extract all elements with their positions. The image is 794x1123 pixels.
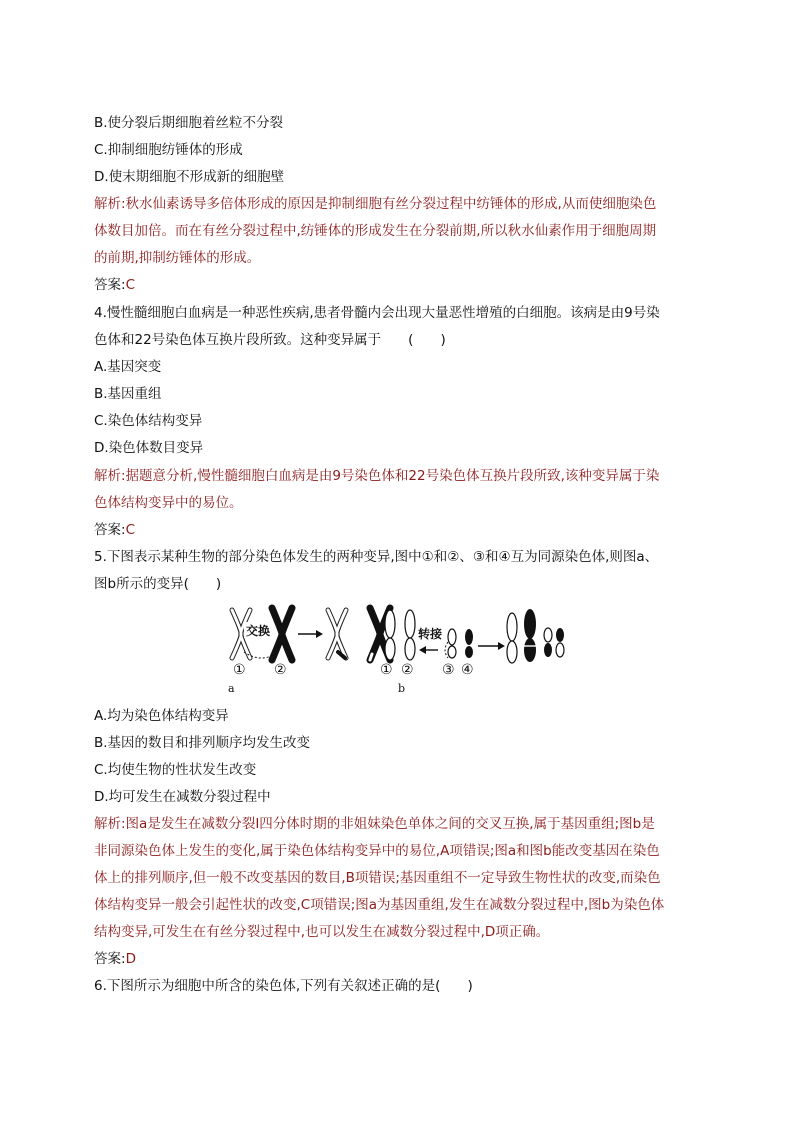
q4-option-a: A.基因突变 (94, 359, 162, 375)
answer-label: 答案: (94, 277, 126, 293)
num-1-a: ① (233, 662, 246, 678)
q3-option-b: B.使分裂后期细胞着丝粒不分裂 (94, 115, 284, 131)
q3-analysis-line: 的前期,抑制纺锤体的形成。 (94, 250, 261, 266)
q5-stem-line: 5.下图表示某种生物的部分染色体发生的两种变异,图中①和②、③和④互为同源染色体,则图a、 (94, 549, 659, 565)
q5-stem-line: 图b所示的变异( ) (94, 576, 222, 592)
answer-value: D (125, 951, 136, 967)
q3-option-c: C.抑制细胞纺锤体的形成 (94, 142, 243, 158)
q3-option-d: D.使末期细胞不形成新的细胞壁 (94, 169, 285, 185)
answer-label: 答案: (94, 951, 126, 967)
chromosome-b-after (507, 609, 564, 663)
q5-analysis-line: 结构变异,可发生在有丝分裂过程中,也可以发生在减数分裂过程中,D项正确。 (94, 924, 550, 940)
num-4: ④ (461, 662, 474, 678)
q5-answer (94, 950, 136, 968)
figure-caption-b: b (398, 682, 406, 695)
answer-value: C (125, 277, 135, 293)
num-3: ③ (442, 662, 455, 678)
chromosome-pair-b-before (385, 610, 415, 660)
q5-option-d: D.均可发生在减数分裂过程中 (94, 789, 271, 805)
answer-label: 答案: (94, 522, 126, 538)
chromosome-a-after (328, 608, 390, 660)
q5-analysis-line: 非同源染色体上发生的变化,属于染色体结构变异中的易位,A项错误;图a和图b能改变基因在染色 (94, 843, 660, 859)
chromosome-pair-b-small (445, 629, 473, 658)
label-swap: 交换 (246, 624, 271, 638)
chromosome-pair-a-before (232, 608, 292, 660)
arrow-right-icon (478, 642, 505, 650)
q3-answer (94, 276, 135, 294)
q4-option-c: C.染色体结构变异 (94, 413, 203, 429)
arrow-left-icon (419, 646, 438, 654)
chromosome-variation-figure (222, 602, 582, 706)
num-1-b: ① (380, 662, 393, 678)
q4-answer (94, 521, 135, 539)
q4-option-d: D.染色体数目变异 (94, 440, 204, 456)
num-2-b: ② (401, 662, 414, 678)
q5-analysis-line: 解析:图a是发生在减数分裂Ⅰ四分体时期的非姐妹染色单体之间的交叉互换,属于基因重组;图b是 (94, 816, 655, 832)
figure-caption-a: a (228, 682, 235, 695)
q5-option-c: C.均使生物的性状发生改变 (94, 762, 257, 778)
q5-option-a: A.均为染色体结构变异 (94, 708, 229, 724)
num-2-a: ② (274, 662, 287, 678)
q4-stem-line: 4.慢性髓细胞白血病是一种恶性疾病,患者骨髓内会出现大量恶性增殖的白细胞。该病是由9号染 (94, 305, 660, 321)
q5-option-b: B.基因的数目和排列顺序均发生改变 (94, 735, 311, 751)
q3-analysis-line: 解析:秋水仙素诱导多倍体形成的原因是抑制细胞有丝分裂过程中纺锤体的形成,从而使细胞染色 (94, 196, 657, 212)
q4-option-b: B.基因重组 (94, 386, 162, 402)
q4-analysis-line: 色体结构变异中的易位。 (94, 495, 243, 511)
q5-analysis-line: 体结构变异一般会引起性状的改变,C项错误;图a为基因重组,发生在减数分裂过程中,图b为染色体 (94, 897, 665, 913)
label-transfer: 转接 (418, 627, 443, 641)
arrow-right-icon (298, 630, 323, 638)
q3-analysis-line: 体数目加倍。而在有丝分裂过程中,纺锤体的形成发生在分裂前期,所以秋水仙素作用于细胞周期 (94, 223, 657, 239)
q5-analysis-line: 体上的排列顺序,但一般不改变基因的数目,B项错误;基因重组不一定导致生物性状的改变,而染色 (94, 870, 661, 886)
answer-value: C (125, 522, 135, 538)
q4-stem-line: 色体和22号染色体互换片段所致。这种变异属于 ( ) (94, 332, 446, 348)
q6-stem-line: 6.下图所示为细胞中所含的染色体,下列有关叙述正确的是( ) (94, 978, 473, 994)
q4-analysis-line: 解析:据题意分析,慢性髓细胞白血病是由9号染色体和22号染色体互换片段所致,该种变异属于染 (94, 468, 660, 484)
